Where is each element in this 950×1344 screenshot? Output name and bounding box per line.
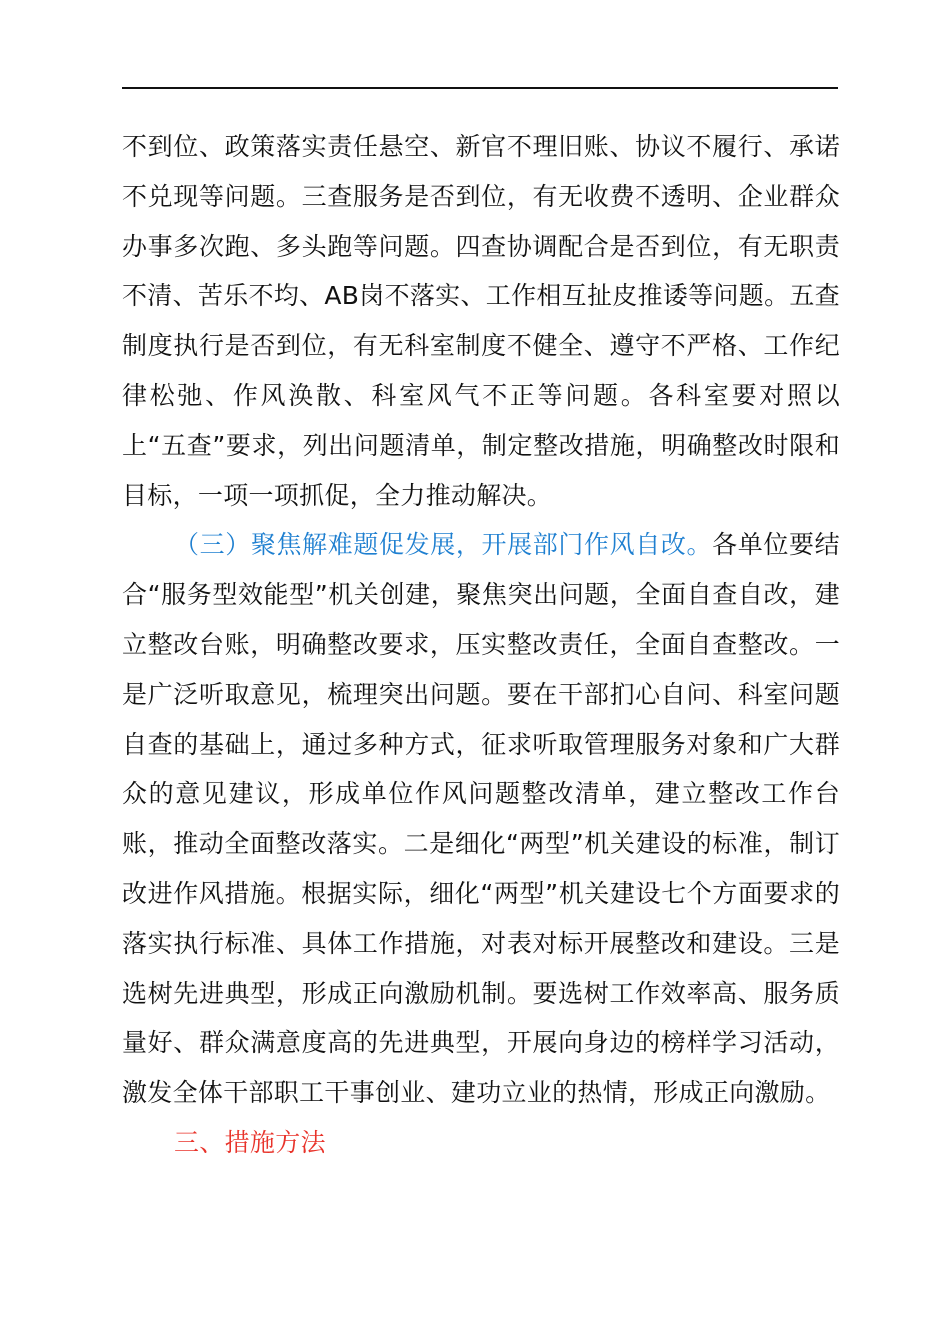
paragraph-subsection-3 [122,520,840,1118]
header-rule [122,87,838,89]
paragraph-continued [122,122,840,520]
document-body [122,122,840,1168]
subsection-heading: （三）聚焦解难题促发展，开展部门作风自改。 [174,530,713,560]
paragraph-1-text: 不到位、政策落实责任悬空、新官不理旧账、协议不履行、承诺不兑现等问题。三查服务是否到位，有无收费不透明、企业群众办事多次跑、多头跑等问题。四查协调配合是否到位，有无职责不清、苦乐不均、AB岗不落实、工作相互扯皮推诿等问题。五查制度执行是否到位，有无科室制度不健全、遵守不严格、工作纪律松弛、作风涣散、科室风气不正等问题。各科室要对照以上“五查”要求，列出问题清单，制定整改措施，明确整改时限和目标，一项一项抓促，全力推动解决。 [122,132,840,510]
paragraph-2-text: 各单位要结合“服务型效能型”机关创建，聚焦突出问题，全面自查自改，建立整改台账，明确整改要求，压实整改责任，全面自查整改。一是广泛听取意见，梳理突出问题。要在干部扪心自问、科室问题自查的基础上，通过多种方式，征求听取管理服务对象和广大群众的意见建议，形成单位作风问题整改清单，建立整改工作台账，推动全面整改落实。二是细化“两型”机关建设的标准，制订改进作风措施。根据实际，细化“两型”机关建设七个方面要求的落实执行标准、具体工作措施，对表对标开展整改和建设。三是选树先进典型，形成正向激励机制。要选树工作效率高、服务质量好、群众满意度高的先进典型，开展向身边的榜样学习活动，激发全体干部职工干事创业、建功立业的热情，形成正向激励。 [122,530,840,1108]
section-heading: 三、措施方法 [174,1127,326,1157]
